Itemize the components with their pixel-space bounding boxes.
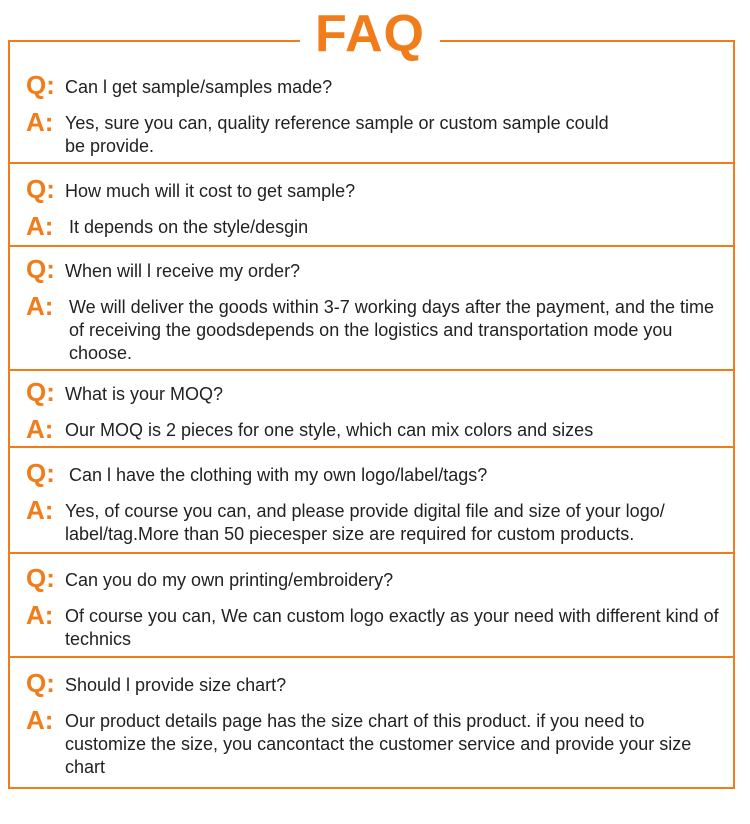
q-mark: Q: (26, 563, 55, 593)
question-text: Should l provide size chart? (65, 675, 287, 695)
a-mark: A: (26, 211, 54, 241)
a-mark: A: (26, 414, 54, 444)
a-mark: A: (26, 107, 54, 137)
a-mark: A: (26, 600, 54, 630)
question-text: Can l have the clothing with my own logo/label/tags? (69, 465, 488, 485)
faq-box (8, 40, 735, 789)
a-mark: A: (26, 495, 54, 525)
page-title: FAQ (300, 4, 440, 64)
question-text: When will l receive my order? (65, 261, 301, 281)
question-text: How much will it cost to get sample? (65, 181, 356, 201)
section-divider (10, 369, 733, 371)
question-text: Can you do my own printing/embroidery? (65, 570, 394, 590)
q-mark: Q: (26, 668, 55, 698)
a-mark: A: (26, 705, 54, 735)
q-mark: Q: (26, 174, 55, 204)
section-divider (10, 162, 733, 164)
section-divider (10, 552, 733, 554)
section-divider (10, 656, 733, 658)
q-mark: Q: (26, 458, 55, 488)
answer-text: Of course you can, We can custom logo exactly as your need with different kind of technics (65, 606, 719, 649)
a-mark: A: (26, 291, 54, 321)
q-mark: Q: (26, 70, 55, 100)
q-mark: Q: (26, 377, 55, 407)
section-divider (10, 446, 733, 448)
section-divider (10, 245, 733, 247)
answer-text: Yes, sure you can, quality reference sample or custom sample could be provide. (65, 113, 609, 156)
answer-text: We will deliver the goods within 3-7 working days after the payment, and the time of receiving the goodsdepends on the logistics and transportation mode you choose. (69, 297, 714, 363)
question-text: Can l get sample/samples made? (65, 77, 333, 97)
answer-text: Our product details page has the size chart of this product. if you need to customize the size, you cancontact the customer service and provide your size chart (65, 711, 692, 777)
answer-text: It depends on the style/desgin (69, 217, 309, 237)
answer-text: Yes, of course you can, and please provide digital file and size of your logo/ label/tag.More than 50 piecesper size are required for custom products. (65, 501, 665, 544)
question-text: What is your MOQ? (65, 384, 224, 404)
answer-text: Our MOQ is 2 pieces for one style, which can mix colors and sizes (65, 420, 594, 440)
q-mark: Q: (26, 254, 55, 284)
